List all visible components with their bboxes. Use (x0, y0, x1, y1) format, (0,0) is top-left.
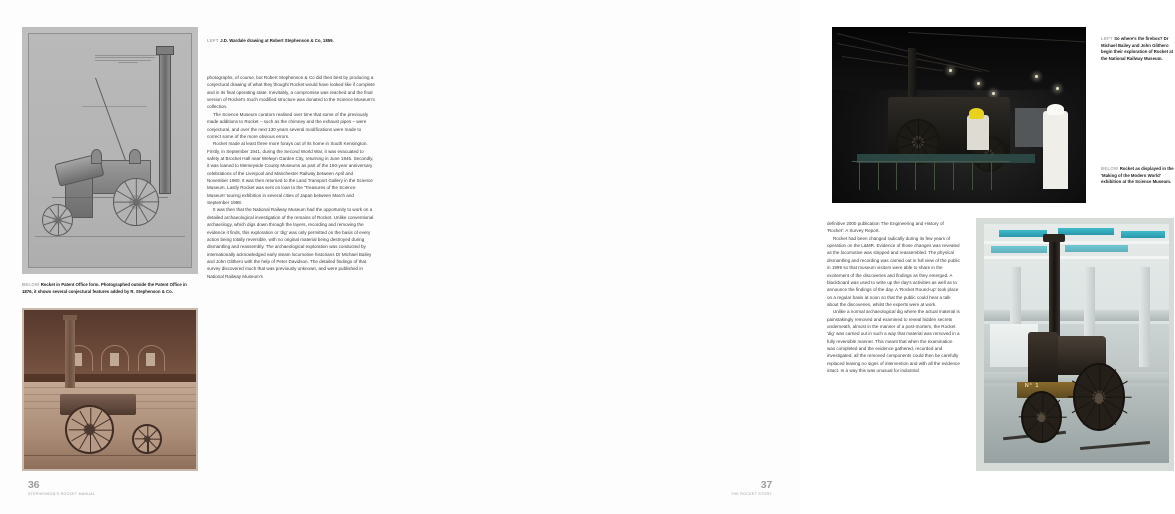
drawing-rail (35, 236, 184, 237)
caption-wardale-drawing (207, 38, 375, 45)
patent-photo-trailing-wheel (132, 424, 162, 453)
caption-patent-office-photo (22, 282, 198, 295)
caption-text: J.D. Wardale drawing at Robert Stephenson & Co, 1859. (220, 38, 334, 43)
drawing-dome-rear (129, 149, 141, 164)
nrm-photo-chimney (908, 48, 916, 104)
page-left (0, 0, 400, 514)
patent-photo-scene (24, 310, 196, 469)
folio-right (731, 480, 772, 497)
nrm-photo-roof (832, 27, 1086, 90)
figure-nrm-exploration-photo (832, 27, 1086, 203)
body-column-left (207, 74, 375, 280)
figure-wardale-drawing (22, 27, 198, 274)
caption-nrm-exploration-photo (1101, 36, 1175, 62)
nrm-photo-yellow-hard-hat (969, 108, 984, 119)
running-head: THE ROCKET STORY (731, 492, 772, 496)
drawing-chimney-top (156, 46, 173, 55)
figure-science-museum-photo (976, 218, 1174, 471)
paragraph: Unlike a normal archaeological dig where the actual material is painstakingly removed and examined to reveal hidden secrets underneath, almost in the manner of a post-mortem, the Rocket 'dig' was carried out in such a way that material was removed in a fully reversible manner. This meant that when the examination was completed and the evidence gathered, recorded and investigated, all the removed components could then be carefully replaced leaving no signs of intervention and with all the evidence intact. In a way this was unusual for industrial (827, 309, 960, 374)
folio-left (28, 480, 95, 497)
nrm-photo-scene (832, 27, 1086, 203)
patent-photo-chimney (65, 316, 74, 388)
figure-patent-office-photo (22, 308, 198, 471)
paragraph: The Science Museum curators realised over time that some of the previously made additions to Rocket – such as the chimney and the exhaust pipes – were conjectural, and over the next 130 years several modifications were made to correct some of the more obvious errors. (207, 111, 369, 139)
sm-photo-chimney-cap (1043, 234, 1065, 242)
caption-text: Rocket in Patent Office form. Photographed outside the Patent Office in 1876, it shows several conjectural features added by R. Stephenson & Co. (22, 282, 187, 294)
caption-text: So where's the firebox? Dr Michael Bailey and John Glithero begin their exploration of Rocket at the National Railway Museum. (1101, 36, 1174, 61)
drawing-driving-wheel (113, 178, 159, 225)
sm-photo-front-wheel (1021, 391, 1062, 443)
nrm-photo-worker-white-helmet (1043, 111, 1068, 188)
paragraph: It was then that the National Railway Museum had the opportunity to work on a detailed archaeological investigation of the remains of Rocket. Unlike conventional archaeology, which digs down through the layers, recording and removing the evidence it finds, this exploration or 'dig' was only permitted on the basis of every action being totally reversible, with no original material being destroyed during dismantling and reassembly. The archaeological exploration was conducted by internationally acknowledged early steam locomotive historians Dr Michael Bailey and John Glithero with the help of Peter Davidson. The detailed findings of that survey discovered much that was previously unknown, and were published in National Railway Museum's (207, 207, 374, 279)
caption-label: BELOW (22, 282, 41, 287)
drawing-chimney (159, 48, 172, 194)
caption-science-museum-photo (1101, 166, 1175, 186)
drawing-title-block (95, 55, 160, 64)
drawing-rule (82, 106, 147, 107)
paragraph: Rocket had been changed radically during its few years of operation on the L&MR. Evidence of those changes was revealed as the locomotive was stripped and reassembled. The physical dismantling and recording was carried out in full view of the public in 1999 so that museum visitors were able to share in the excitement of the discoveries and findings as they emerged. A blackboard was used to write up the day's activities as well as to announce the findings of the day. A 'Rocket Round-up' took place on a regular basis at noon so that the public could hear a talk about the discoveries, whilst the experts were at work. (827, 235, 960, 307)
nrm-photo-white-hard-hat (1047, 104, 1065, 115)
sm-photo-chimney (1049, 236, 1060, 341)
page-number: 36 (28, 478, 40, 491)
sm-photo-loco-number: N° 1 (1024, 382, 1040, 389)
paragraph: definitive 2000 publication The Engineering and History of 'Rocket': A Survey Report. (827, 221, 944, 234)
caption-text: Rocket as displayed in the 'Making of the Modern World' exhibition at the Science Museum. (1101, 166, 1174, 185)
page-right (400, 0, 1174, 514)
running-head: STEPHENSON'S ROCKET MANUAL (28, 492, 96, 496)
paragraph: Rocket made at least three more forays out of its home in South Kensington. Firstly, in September 1941, during the Second World War, it was evacuated to safety at Brocket Hall near Welwyn Garden City, returning in June 1945. Secondly, it was loaned to Merseyside County Museums as part of the 150-year anniversary celebrations of the Liverpool and Manchester Railway between April and November 1980. It was then returned to the Land Transport Gallery in the Science Museum. Lastly Rocket was sent on loan to the 'Treasures of the Science Museum' touring exhibition in several cities of Japan between March and September 1998. (207, 141, 374, 206)
caption-label: BELOW (1101, 166, 1120, 171)
patent-photo-driving-wheel (65, 405, 114, 454)
drawing-plate (28, 33, 192, 268)
sm-photo-driving-wheel (1073, 363, 1125, 432)
caption-label: LEFT (1101, 36, 1115, 41)
caption-label: LEFT (207, 38, 221, 43)
sm-photo-scene (984, 224, 1169, 463)
body-column-right (827, 220, 960, 375)
drawing-carrying-wheel (42, 204, 73, 236)
drawing-dome-front (91, 149, 103, 164)
nrm-photo-barrier (852, 161, 1009, 190)
nrm-photo-worker-yellow-helmet (967, 115, 990, 150)
page-number: 37 (760, 478, 772, 491)
paragraph: photographs, of course, but Robert Stephenson & Co did their best by producing a conjectural drawing of what they thought Rocket would have looked like if complete and in its final operating state. Inevitably, a compromise was reached and the final version of Rocket's much modified structure was donated to the Science Museum's collection. (207, 75, 375, 110)
sm-photo-smokebox (1028, 332, 1058, 385)
